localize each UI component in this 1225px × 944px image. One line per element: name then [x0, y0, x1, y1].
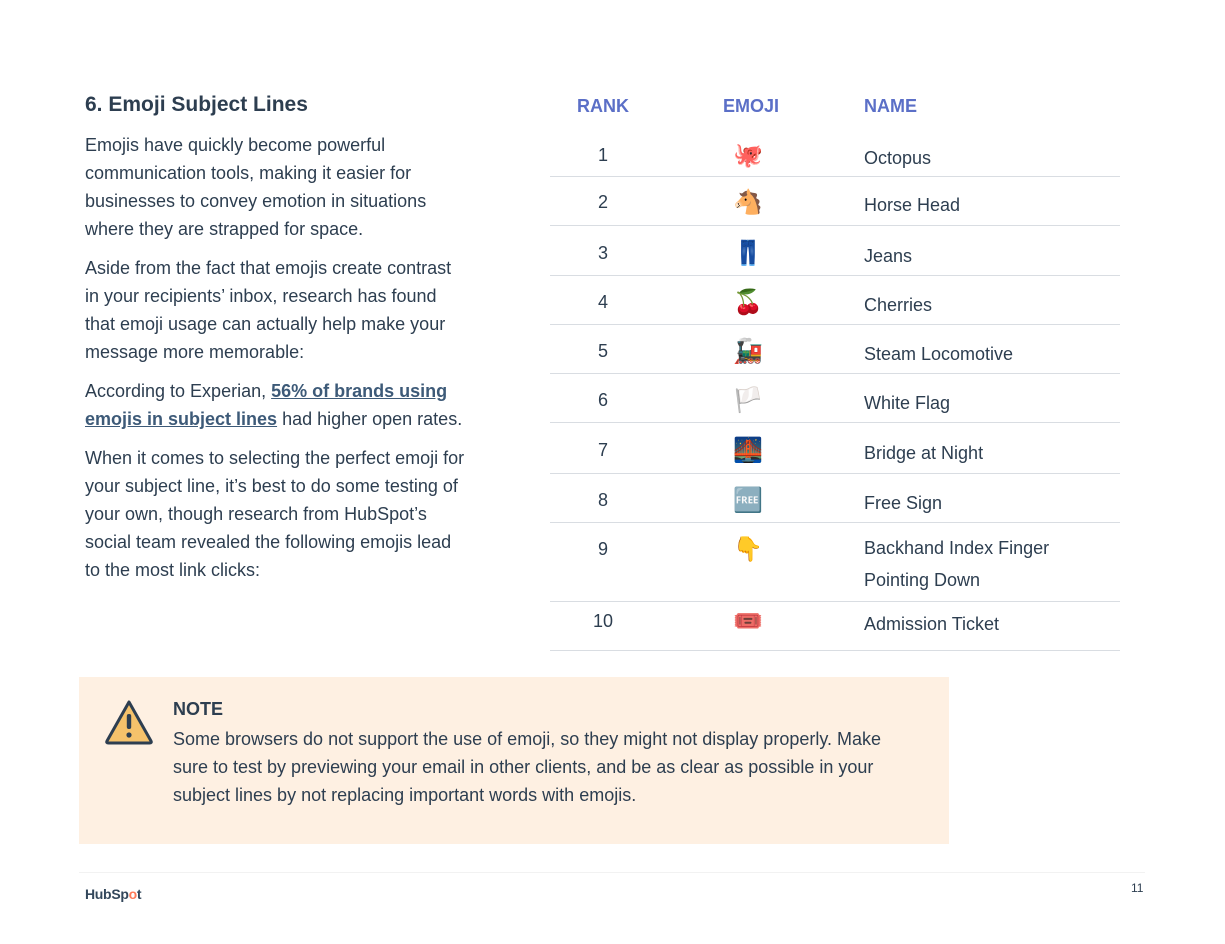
hubspot-logo: HubSpot — [85, 886, 142, 902]
emoji-cell: 👖 — [733, 240, 763, 267]
experian-text-before: According to Experian, — [85, 381, 272, 402]
table-header — [550, 92, 1120, 128]
name-cell: Jeans — [864, 246, 913, 266]
emoji-cell: 🍒 — [733, 289, 763, 316]
header-rank: RANK — [577, 96, 629, 116]
table-row — [550, 226, 1120, 276]
paragraph-testing: When it comes to selecting the perfect emoji for your subject line, it’s best to do some testing of your own, though research from HubSpot’s social team revealed the following emojis lead to the most link clicks: — [85, 448, 465, 581]
emoji-cell: 🎟️ — [733, 608, 763, 635]
table-row — [550, 423, 1120, 474]
rank-cell: 7 — [597, 440, 608, 460]
rank-cell: 3 — [597, 243, 608, 263]
name-cell: Cherries — [864, 295, 933, 315]
name-cell: Octopus — [864, 148, 932, 168]
paragraph-intro: Emojis have quickly become powerful communication tools, making it easier for businesses to convey emotion in situations where they are strapped for space. — [85, 135, 427, 240]
header-emoji: EMOJI — [723, 96, 780, 116]
header-name: NAME — [864, 96, 917, 116]
table-row — [550, 177, 1120, 226]
footer-divider — [79, 872, 1145, 873]
rank-cell: 6 — [597, 390, 608, 410]
note-body: Some browsers do not support the use of emoji, so they might not display properly. Make sure to test by previewing your email in other clients, and be as clear as possible in your subject lines by not replacing important words with emojis. — [173, 729, 882, 805]
emoji-cell: 🆓 — [733, 487, 763, 514]
name-cell: Free Sign — [864, 493, 943, 513]
paragraph-experian — [85, 377, 465, 433]
rank-cell: 1 — [597, 145, 608, 165]
table-row — [550, 128, 1120, 177]
rank-cell: 4 — [597, 292, 608, 312]
name-cell: Backhand Index Finger Pointing Down — [864, 538, 1050, 590]
paragraph-contrast: Aside from the fact that emojis create contrast in your recipients’ inbox, research has found that emoji usage can actually help make your message more memorable: — [85, 258, 452, 363]
rank-cell: 10 — [592, 611, 614, 631]
note-callout — [79, 677, 949, 844]
section-title: 6. Emoji Subject Lines — [85, 93, 308, 116]
table-row — [550, 474, 1120, 523]
name-cell: Horse Head — [864, 195, 961, 215]
emoji-cell: 🚂 — [733, 338, 763, 365]
page-number: 11 — [1131, 881, 1144, 895]
rank-cell: 8 — [597, 490, 608, 510]
name-cell: Bridge at Night — [864, 443, 984, 463]
name-cell: Steam Locomotive — [864, 344, 1014, 364]
experian-stat-link[interactable]: 56% of brands using emojis in subject lines — [85, 381, 448, 430]
rank-cell: 2 — [597, 192, 608, 212]
table-row — [550, 325, 1120, 374]
emoji-cell: 🌉 — [733, 437, 763, 464]
table-row — [550, 602, 1120, 651]
table-row — [550, 276, 1120, 325]
emoji-cell: 🐙 — [733, 142, 763, 169]
note-title: NOTE — [173, 699, 224, 719]
article-section — [85, 92, 465, 595]
emoji-ranking-table — [550, 92, 1120, 651]
rank-cell: 9 — [597, 539, 608, 559]
warning-triangle-icon — [104, 699, 154, 745]
name-cell: White Flag — [864, 393, 951, 413]
rank-cell: 5 — [597, 341, 608, 361]
emoji-cell: 🐴 — [733, 189, 763, 216]
name-cell: Admission Ticket — [864, 614, 1000, 634]
table-row — [550, 523, 1120, 602]
table-row — [550, 374, 1120, 423]
emoji-cell: 🏳️ — [733, 387, 763, 414]
emoji-cell: 👇 — [733, 536, 763, 563]
experian-text-after: had higher open rates. — [277, 409, 463, 430]
